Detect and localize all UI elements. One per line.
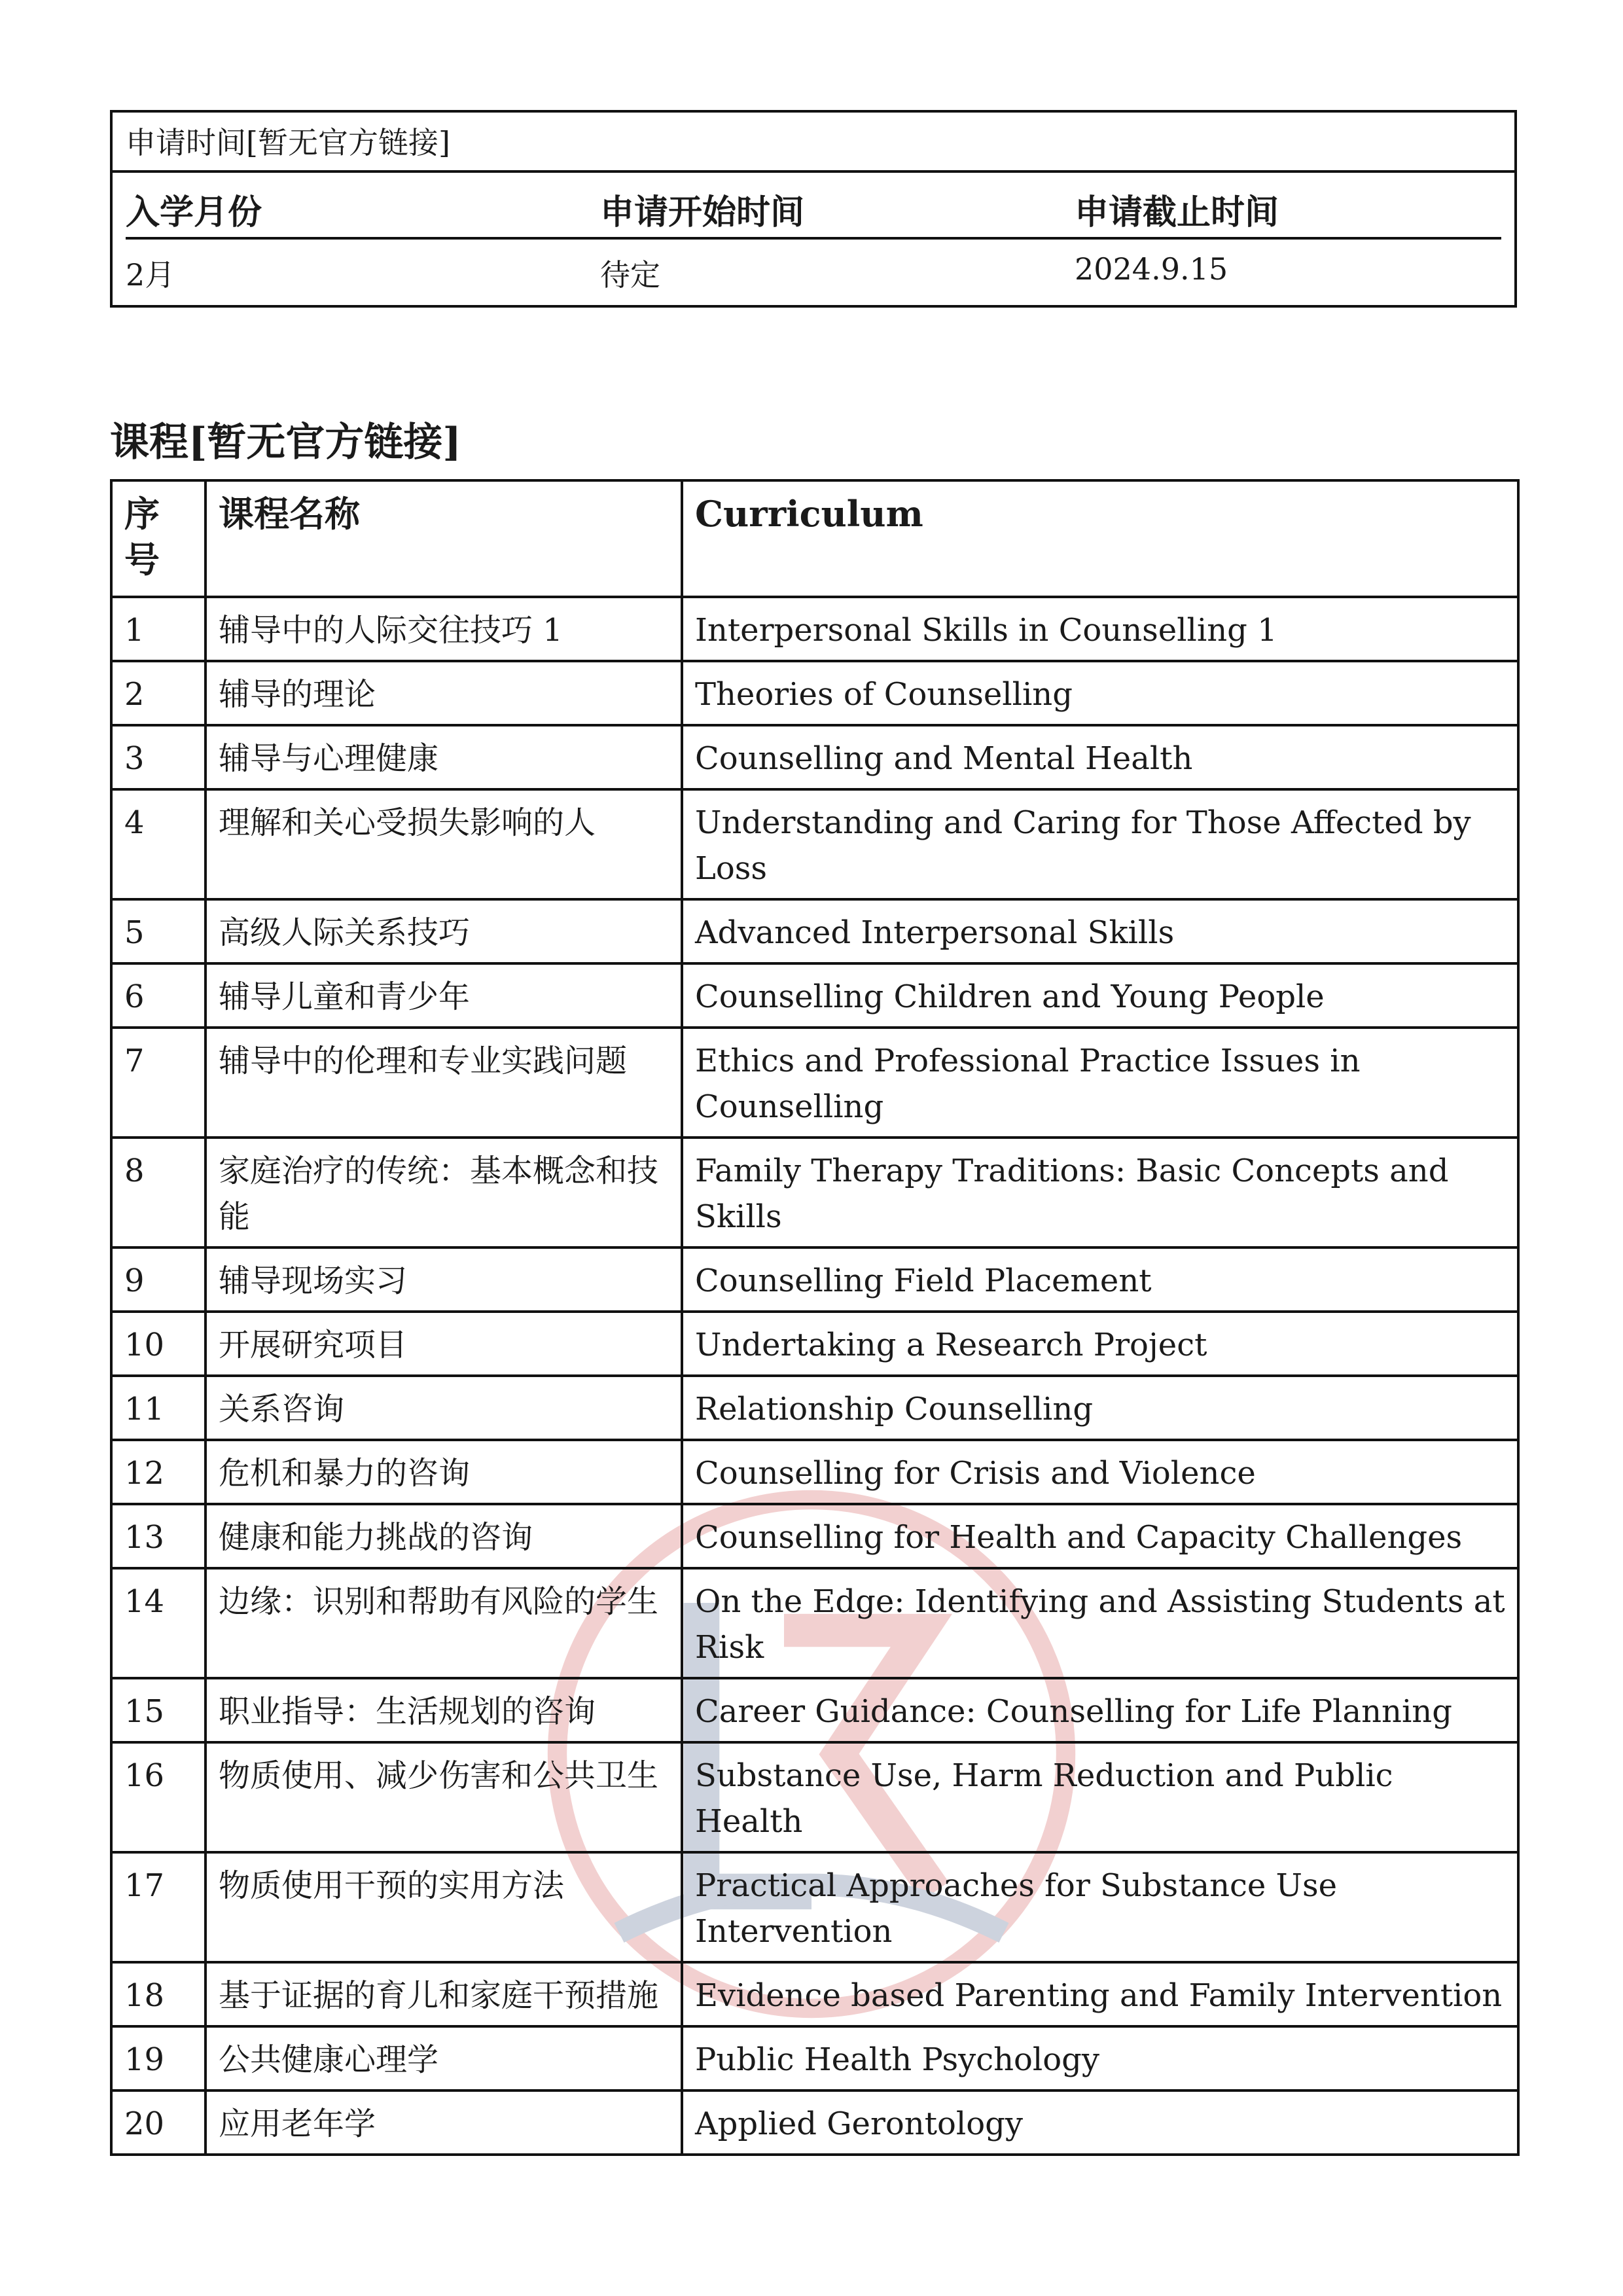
table-row xyxy=(111,2026,1518,2090)
course-name-en: Career Guidance: Counselling for Life Planning xyxy=(682,1678,1518,1742)
table-row xyxy=(111,1742,1518,1852)
course-name-en: Applied Gerontology xyxy=(682,2090,1518,2155)
course-name-en: On the Edge: Identifying and Assisting Students at Risk xyxy=(682,1568,1518,1678)
course-number: 8 xyxy=(111,1138,205,1247)
table-row xyxy=(111,1376,1518,1440)
course-name-cn: 危机和暴力的咨询 xyxy=(205,1440,682,1504)
header-deadline: 申请截止时间 xyxy=(1075,192,1279,232)
course-name-en: Family Therapy Traditions: Basic Concepts and Skills xyxy=(682,1138,1518,1247)
course-number: 11 xyxy=(111,1376,205,1440)
table-row xyxy=(111,1440,1518,1504)
course-name-en: Evidence based Parenting and Family Intervention xyxy=(682,1962,1518,2026)
course-name-cn: 开展研究项目 xyxy=(205,1312,682,1376)
table-row xyxy=(111,789,1518,899)
course-number: 20 xyxy=(111,2090,205,2155)
table-row xyxy=(111,1247,1518,1312)
table-row xyxy=(111,1138,1518,1247)
table-row xyxy=(111,2090,1518,2155)
course-name-en: Counselling Field Placement xyxy=(682,1247,1518,1312)
course-name-cn: 理解和关心受损失影响的人 xyxy=(205,789,682,899)
course-name-cn: 应用老年学 xyxy=(205,2090,682,2155)
course-name-cn: 辅导中的人际交往技巧 1 xyxy=(205,597,682,661)
course-name-en: Counselling Children and Young People xyxy=(682,963,1518,1028)
header-start-date: 申请开始时间 xyxy=(600,192,805,232)
table-row xyxy=(111,1962,1518,2026)
courses-title: 课程[暂无官方链接] xyxy=(110,420,461,465)
course-name-en: Relationship Counselling xyxy=(682,1376,1518,1440)
course-name-en: Ethics and Professional Practice Issues in Counselling xyxy=(682,1028,1518,1138)
course-number: 14 xyxy=(111,1568,205,1678)
course-name-en: Undertaking a Research Project xyxy=(682,1312,1518,1376)
course-name-cn: 公共健康心理学 xyxy=(205,2026,682,2090)
course-name-en: Interpersonal Skills in Counselling 1 xyxy=(682,597,1518,661)
application-period-box xyxy=(110,110,1517,308)
course-name-cn: 关系咨询 xyxy=(205,1376,682,1440)
table-row xyxy=(111,1028,1518,1138)
course-number: 5 xyxy=(111,899,205,963)
header-course-name: 课程名称 xyxy=(205,480,682,597)
table-row xyxy=(111,725,1518,789)
course-name-en: Public Health Psychology xyxy=(682,2026,1518,2090)
header-curriculum: Curriculum xyxy=(682,480,1518,597)
course-number: 3 xyxy=(111,725,205,789)
table-row xyxy=(111,1852,1518,1962)
table-row xyxy=(111,1568,1518,1678)
course-name-cn: 职业指导：生活规划的咨询 xyxy=(205,1678,682,1742)
table-row xyxy=(111,899,1518,963)
courses-table xyxy=(110,479,1520,2156)
course-name-en: Counselling for Crisis and Violence xyxy=(682,1440,1518,1504)
header-number: 序号 xyxy=(111,480,205,597)
course-number: 7 xyxy=(111,1028,205,1138)
table-header-row xyxy=(111,480,1518,597)
course-name-en: Advanced Interpersonal Skills xyxy=(682,899,1518,963)
course-name-cn: 辅导与心理健康 xyxy=(205,725,682,789)
course-name-cn: 辅导现场实习 xyxy=(205,1247,682,1312)
course-number: 6 xyxy=(111,963,205,1028)
course-number: 4 xyxy=(111,789,205,899)
table-row xyxy=(111,1678,1518,1742)
course-name-cn: 家庭治疗的传统：基本概念和技能 xyxy=(205,1138,682,1247)
table-row xyxy=(111,597,1518,661)
course-number: 16 xyxy=(111,1742,205,1852)
course-name-en: Theories of Counselling xyxy=(682,661,1518,725)
application-title: 申请时间[暂无官方链接] xyxy=(113,113,1514,173)
table-row xyxy=(111,1312,1518,1376)
course-number: 2 xyxy=(111,661,205,725)
course-name-cn: 物质使用、减少伤害和公共卫生 xyxy=(205,1742,682,1852)
course-number: 15 xyxy=(111,1678,205,1742)
course-number: 13 xyxy=(111,1504,205,1568)
header-intake-month: 入学月份 xyxy=(126,192,262,232)
table-row xyxy=(111,661,1518,725)
course-name-cn: 高级人际关系技巧 xyxy=(205,899,682,963)
course-name-cn: 辅导儿童和青少年 xyxy=(205,963,682,1028)
course-name-en: Understanding and Caring for Those Affected by Loss xyxy=(682,789,1518,899)
course-number: 19 xyxy=(111,2026,205,2090)
course-name-en: Counselling and Mental Health xyxy=(682,725,1518,789)
course-name-cn: 辅导的理论 xyxy=(205,661,682,725)
course-number: 18 xyxy=(111,1962,205,2026)
table-row xyxy=(111,963,1518,1028)
course-name-cn: 辅导中的伦理和专业实践问题 xyxy=(205,1028,682,1138)
course-name-cn: 边缘：识别和帮助有风险的学生 xyxy=(205,1568,682,1678)
course-name-cn: 健康和能力挑战的咨询 xyxy=(205,1504,682,1568)
course-name-cn: 基于证据的育儿和家庭干预措施 xyxy=(205,1962,682,2026)
value-deadline: 2024.9.15 xyxy=(1075,251,1228,287)
course-number: 1 xyxy=(111,597,205,661)
course-name-en: Substance Use, Harm Reduction and Public Health xyxy=(682,1742,1518,1852)
table-row xyxy=(111,1504,1518,1568)
value-intake-month: 2月 xyxy=(126,257,175,293)
header-divider xyxy=(126,237,1501,240)
course-number: 17 xyxy=(111,1852,205,1962)
application-grid xyxy=(113,173,1514,305)
course-number: 12 xyxy=(111,1440,205,1504)
value-start-date: 待定 xyxy=(600,257,660,293)
course-name-en: Practical Approaches for Substance Use Intervention xyxy=(682,1852,1518,1962)
course-name-en: Counselling for Health and Capacity Challenges xyxy=(682,1504,1518,1568)
course-name-cn: 物质使用干预的实用方法 xyxy=(205,1852,682,1962)
course-number: 9 xyxy=(111,1247,205,1312)
course-number: 10 xyxy=(111,1312,205,1376)
